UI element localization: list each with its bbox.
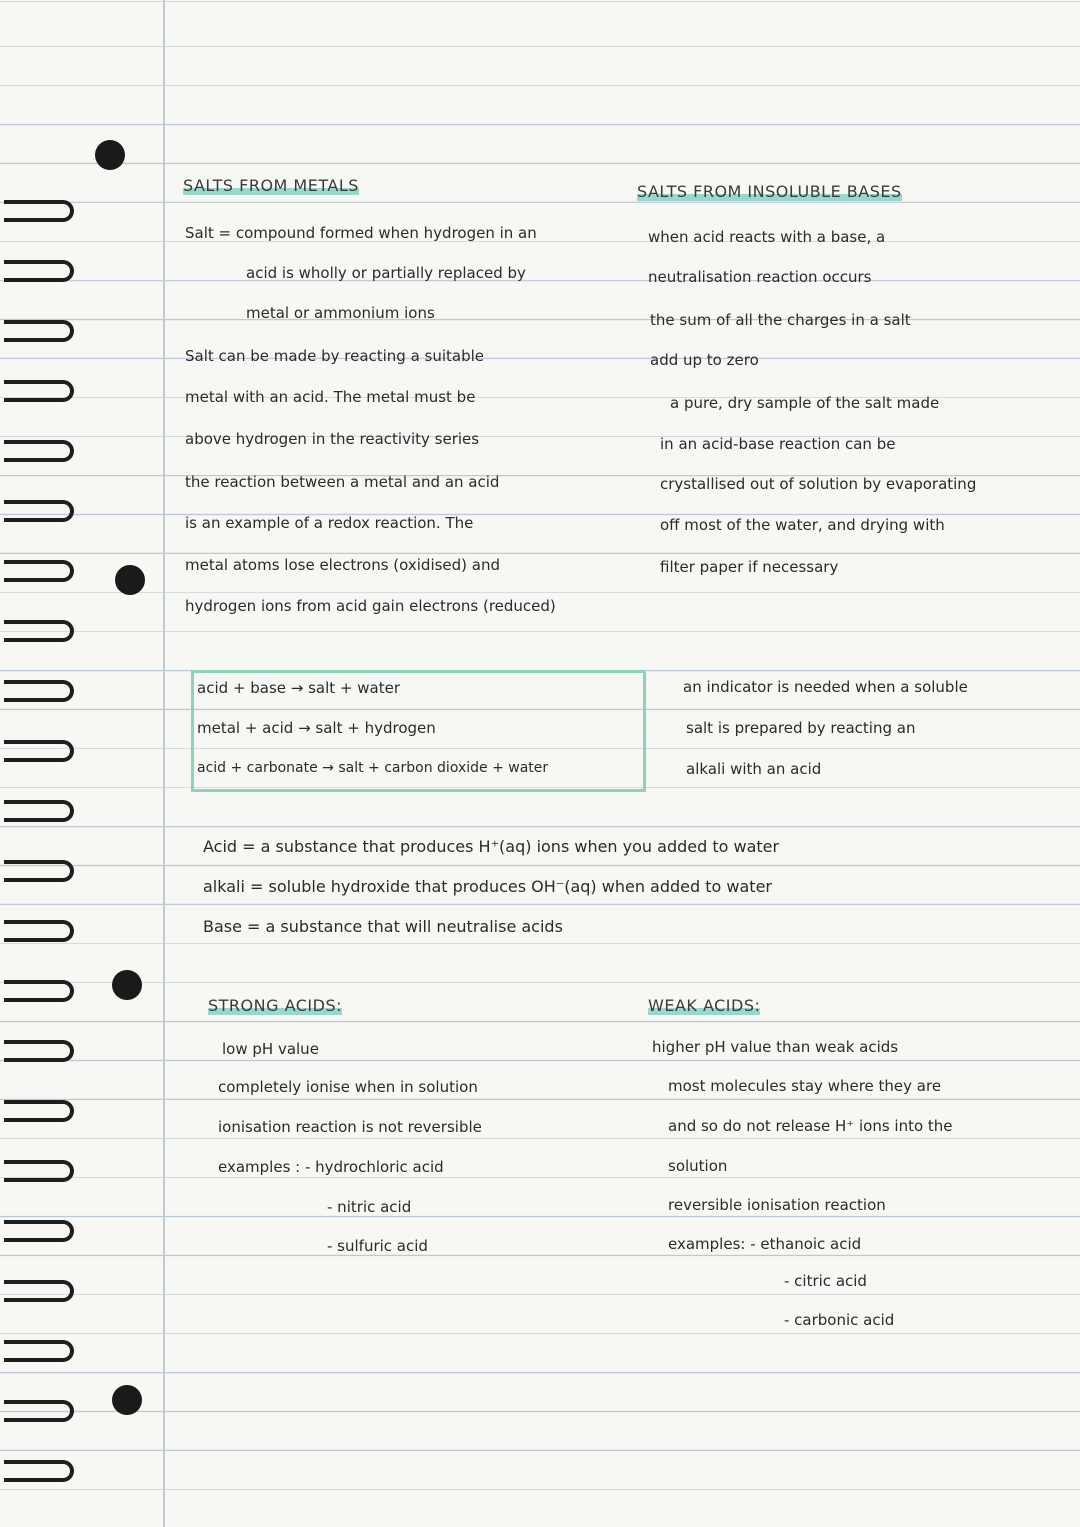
spiral-coil bbox=[4, 200, 74, 222]
insoluble-bases-line: the sum of all the charges in a salt bbox=[650, 311, 911, 329]
insoluble-bases-line: neutralisation reaction occurs bbox=[648, 268, 872, 286]
salts-metals-line: metal or ammonium ions bbox=[246, 304, 435, 322]
weak-acids-line: higher pH value than weak acids bbox=[652, 1038, 899, 1056]
spiral-binding bbox=[0, 0, 80, 1527]
spiral-coil bbox=[4, 380, 74, 402]
indicator-note-line: an indicator is needed when a soluble bbox=[683, 678, 968, 696]
spiral-coil bbox=[4, 1460, 74, 1482]
definition-acid: Acid = a substance that produces H⁺(aq) ions when you added to water bbox=[203, 837, 780, 856]
weak-acids-line: most molecules stay where they are bbox=[668, 1077, 942, 1095]
indicator-note-line: salt is prepared by reacting an bbox=[686, 719, 916, 737]
strong-acids-line: - sulfuric acid bbox=[327, 1237, 428, 1255]
weak-acids-line: and so do not release H⁺ ions into the bbox=[668, 1117, 953, 1135]
weak-acids-line: examples: - ethanoic acid bbox=[668, 1235, 862, 1253]
margin-line bbox=[163, 0, 165, 1527]
insoluble-bases-line: filter paper if necessary bbox=[660, 558, 839, 576]
weak-acids-line: - citric acid bbox=[784, 1272, 867, 1290]
insoluble-bases-line: add up to zero bbox=[650, 351, 759, 369]
punch-hole bbox=[95, 140, 125, 170]
spiral-coil bbox=[4, 860, 74, 882]
salts-metals-line: acid is wholly or partially replaced by bbox=[246, 264, 526, 282]
punch-hole bbox=[115, 565, 145, 595]
heading-strong-acids: STRONG ACIDS: bbox=[208, 996, 343, 1015]
equation-acid-carbonate: acid + carbonate → salt + carbon dioxide + water bbox=[197, 760, 549, 776]
weak-acids-line: solution bbox=[668, 1157, 728, 1175]
spiral-coil bbox=[4, 740, 74, 762]
spiral-coil bbox=[4, 1340, 74, 1362]
heading-weak-acids: WEAK ACIDS: bbox=[648, 996, 761, 1015]
salts-metals-line: is an example of a redox reaction. The bbox=[185, 514, 474, 532]
spiral-coil bbox=[4, 920, 74, 942]
spiral-coil bbox=[4, 1400, 74, 1422]
spiral-coil bbox=[4, 320, 74, 342]
spiral-coil bbox=[4, 440, 74, 462]
spiral-coil bbox=[4, 800, 74, 822]
strong-acids-line: ionisation reaction is not reversible bbox=[218, 1118, 482, 1136]
strong-acids-line: low pH value bbox=[222, 1040, 319, 1058]
insoluble-bases-line: a pure, dry sample of the salt made bbox=[670, 394, 940, 412]
insoluble-bases-line: in an acid-base reaction can be bbox=[660, 435, 896, 453]
salts-metals-line: Salt = compound formed when hydrogen in an bbox=[185, 224, 537, 242]
spiral-coil bbox=[4, 980, 74, 1002]
spiral-coil bbox=[4, 260, 74, 282]
salts-metals-line: Salt can be made by reacting a suitable bbox=[185, 347, 485, 365]
salts-metals-line: hydrogen ions from acid gain electrons (reduced) bbox=[185, 597, 556, 615]
weak-acids-line: - carbonic acid bbox=[784, 1311, 895, 1329]
spiral-coil bbox=[4, 1040, 74, 1062]
spiral-coil bbox=[4, 1280, 74, 1302]
insoluble-bases-line: crystallised out of solution by evaporating bbox=[660, 475, 977, 493]
strong-acids-line: completely ionise when in solution bbox=[218, 1078, 478, 1096]
punch-hole bbox=[112, 1385, 142, 1415]
spiral-coil bbox=[4, 1220, 74, 1242]
insoluble-bases-line: when acid reacts with a base, a bbox=[648, 228, 886, 246]
insoluble-bases-line: off most of the water, and drying with bbox=[660, 516, 945, 534]
spiral-coil bbox=[4, 620, 74, 642]
salts-metals-line: metal with an acid. The metal must be bbox=[185, 388, 476, 406]
indicator-note-line: alkali with an acid bbox=[686, 760, 822, 778]
salts-metals-line: metal atoms lose electrons (oxidised) and bbox=[185, 556, 501, 574]
spiral-coil bbox=[4, 680, 74, 702]
equation-acid-base: acid + base → salt + water bbox=[197, 679, 400, 697]
strong-acids-line: examples : - hydrochloric acid bbox=[218, 1158, 444, 1176]
spiral-coil bbox=[4, 500, 74, 522]
strong-acids-line: - nitric acid bbox=[327, 1198, 412, 1216]
equation-metal-acid: metal + acid → salt + hydrogen bbox=[197, 719, 436, 737]
weak-acids-line: reversible ionisation reaction bbox=[668, 1196, 886, 1214]
equations-box bbox=[191, 670, 646, 792]
salts-metals-line: above hydrogen in the reactivity series bbox=[185, 430, 480, 448]
heading-salts-from-metals: SALTS FROM METALS bbox=[183, 176, 359, 195]
definition-base: Base = a substance that will neutralise acids bbox=[203, 917, 563, 936]
spiral-coil bbox=[4, 560, 74, 582]
salts-metals-line: the reaction between a metal and an acid bbox=[185, 473, 500, 491]
spiral-coil bbox=[4, 1160, 74, 1182]
definition-alkali: alkali = soluble hydroxide that produces OH⁻(aq) when added to water bbox=[203, 877, 772, 896]
punch-hole bbox=[112, 970, 142, 1000]
heading-salts-from-insoluble-bases: SALTS FROM INSOLUBLE BASES bbox=[637, 182, 902, 201]
spiral-coil bbox=[4, 1100, 74, 1122]
